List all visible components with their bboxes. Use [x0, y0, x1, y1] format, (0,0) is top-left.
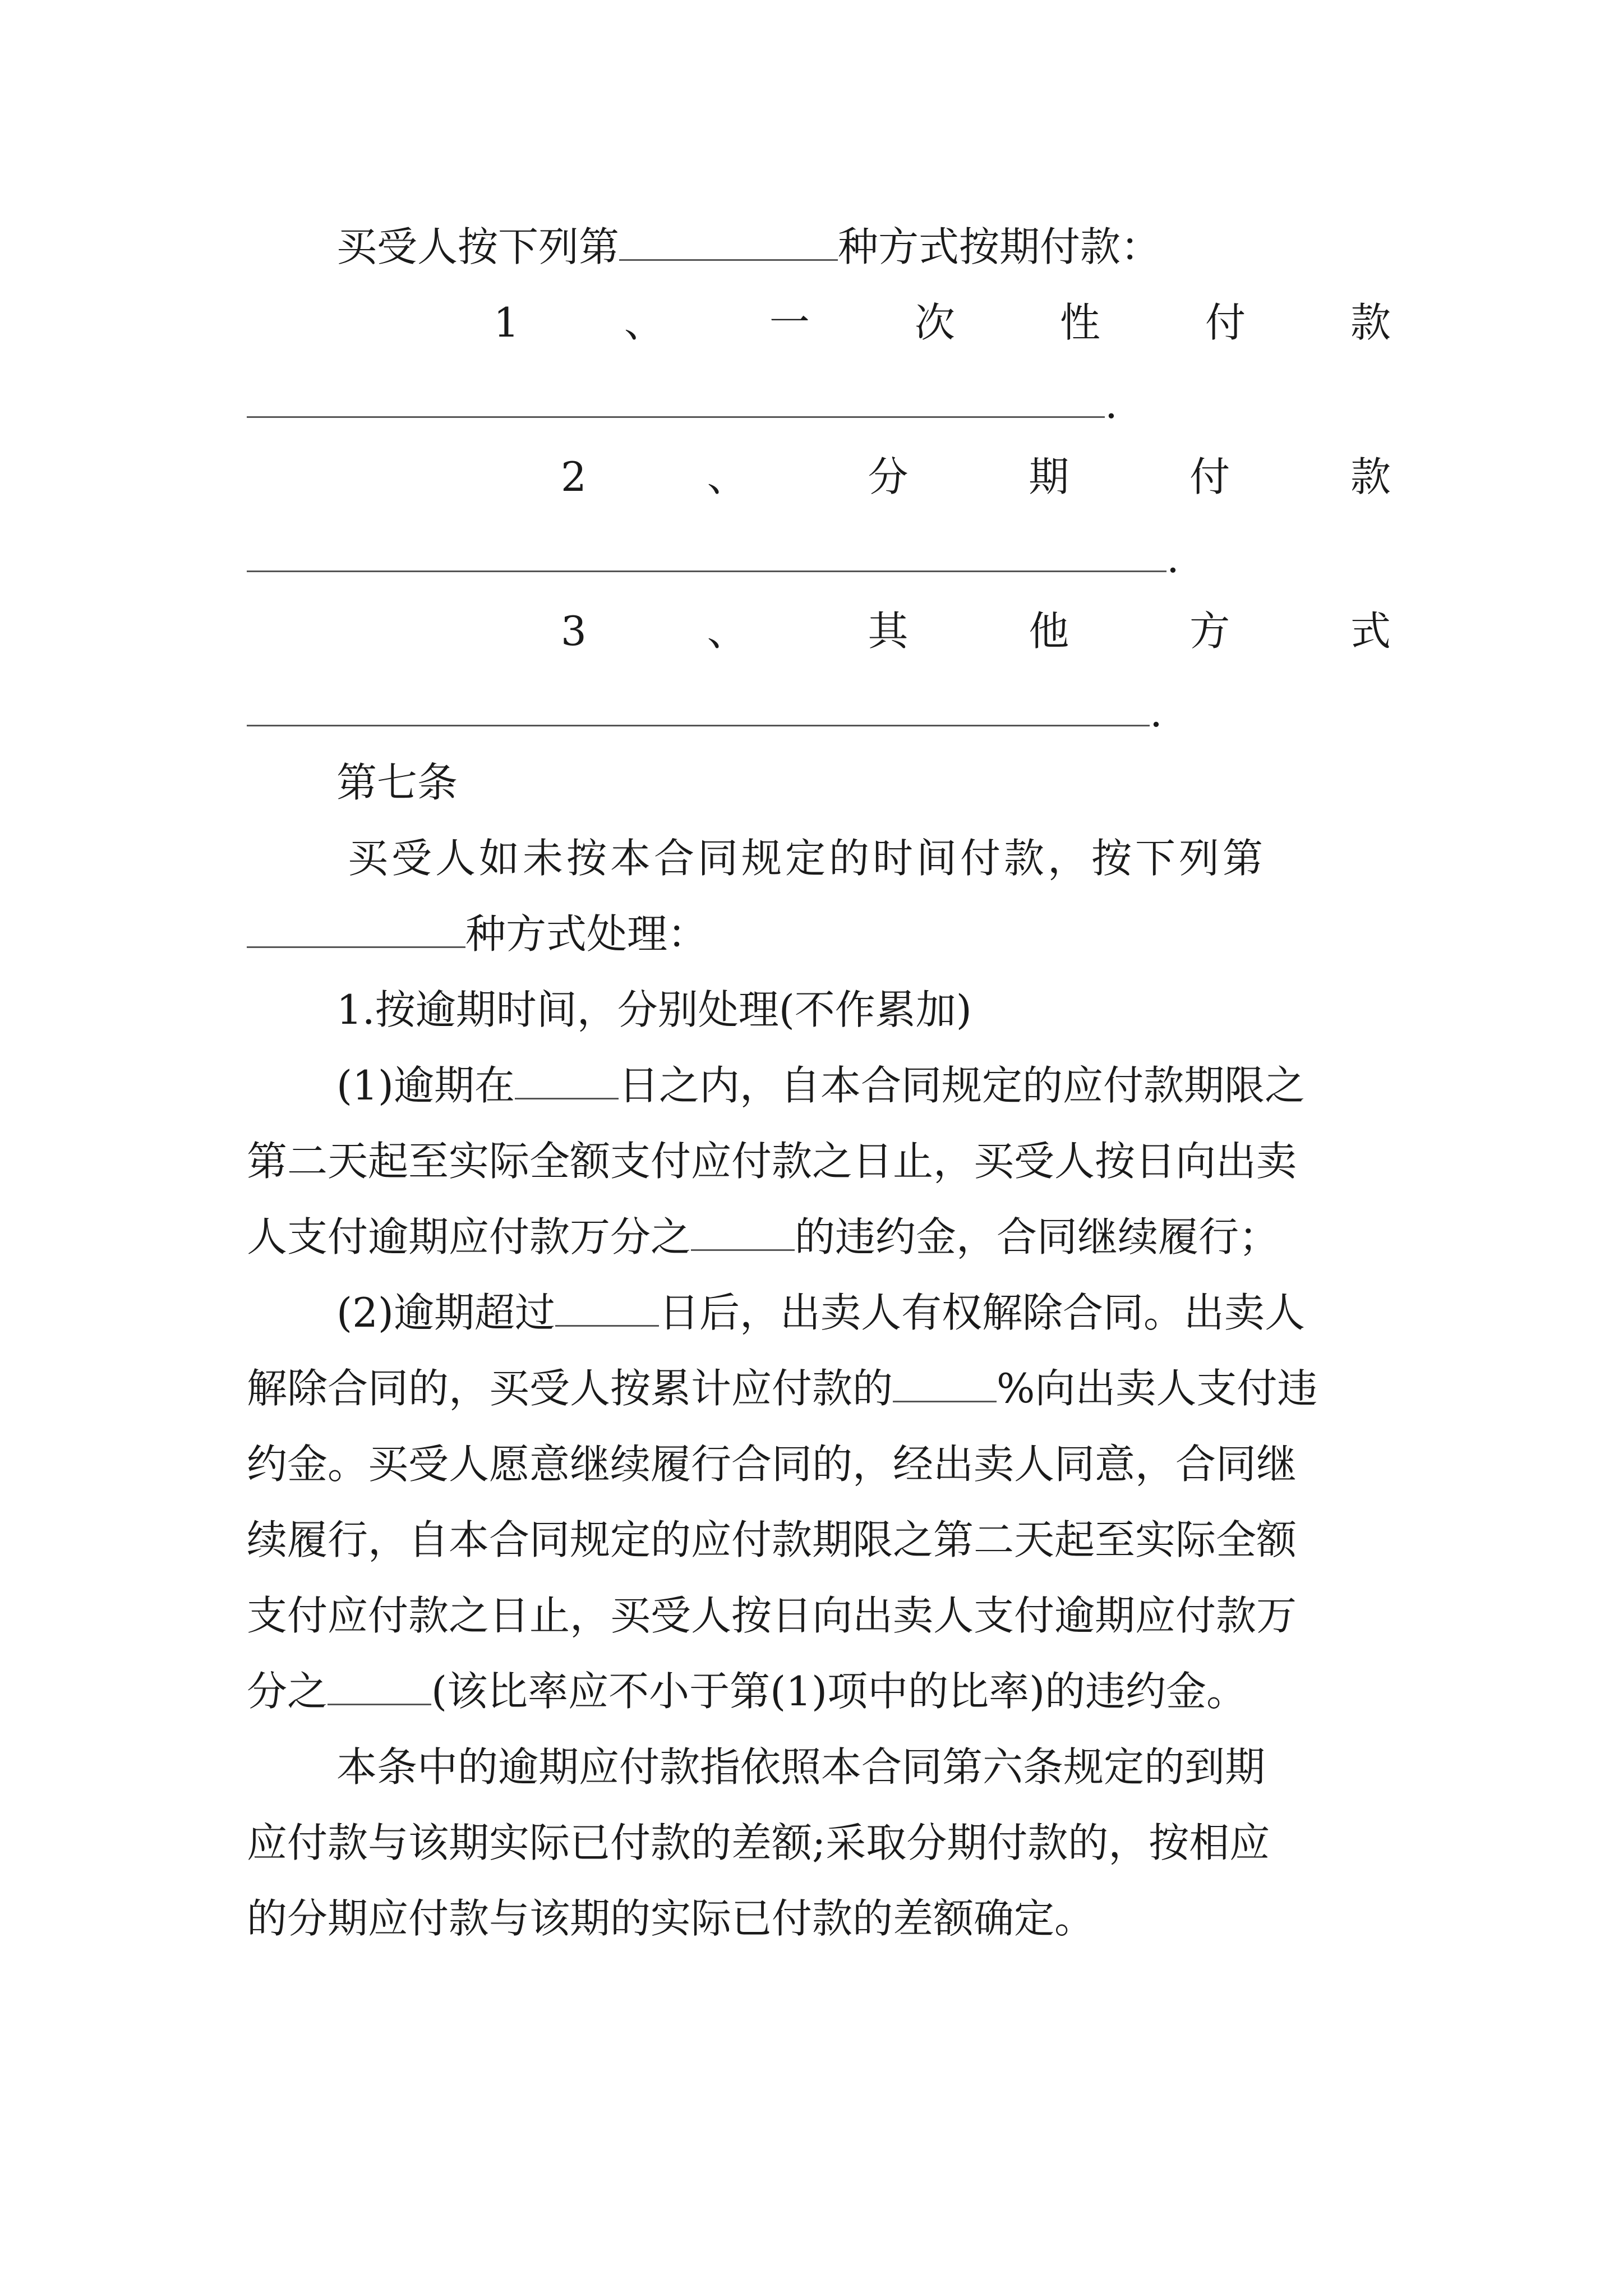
option-2-separator: 、 — [707, 453, 748, 500]
article-heading-text: 第七条 — [336, 759, 458, 806]
text: %向出卖人支付违 — [997, 1365, 1318, 1412]
days-blank — [555, 1286, 659, 1327]
period: . — [1166, 535, 1179, 582]
text: 续履行，自本合同规定的应付款期限之第二天起至实际全额 — [247, 1516, 1297, 1563]
option-1-char: 性 — [1059, 299, 1100, 346]
note-line-1 — [247, 1733, 1391, 1801]
sub-1-line-1 — [247, 1052, 1391, 1119]
sub-1-line-3 — [247, 1203, 1391, 1271]
text: 分之 — [247, 1668, 328, 1715]
option-1-row — [494, 289, 1391, 356]
text: 日之内，自本合同规定的应付款期限之 — [619, 1062, 1306, 1109]
text: 的分期应付款与该期的实际已付款的差额确定。 — [247, 1895, 1095, 1942]
option-1-char: 次 — [914, 299, 955, 346]
intro-suffix: 种方式按期付款： — [838, 223, 1161, 270]
sub-2-line-5 — [247, 1582, 1391, 1649]
text: (该比率应不小于第(1)项中的比率)的违约金。 — [431, 1668, 1247, 1715]
option-3-char: 他 — [1029, 608, 1069, 655]
period: . — [1105, 380, 1118, 427]
payment-method-intro — [247, 213, 1391, 280]
option-3-char: 式 — [1350, 608, 1391, 655]
method-number-blank — [619, 220, 838, 261]
days-blank — [515, 1059, 619, 1099]
rate-blank — [691, 1210, 795, 1251]
text: 应付款与该期实际已付款的差额;采取分期付款的，按相应 — [247, 1819, 1270, 1866]
option-3-separator: 、 — [707, 608, 748, 655]
text: 本条中的逾期应付款指依照本合同第六条规定的到期 — [336, 1743, 1266, 1791]
option-1-char: 付 — [1205, 299, 1246, 346]
intro-prefix: 买受人按下列第 — [336, 223, 620, 270]
option-2-blank-line — [247, 524, 1179, 592]
text: (1)逾期在 — [336, 1062, 515, 1109]
text: 的违约金，合同继续履行； — [795, 1213, 1280, 1260]
percent-blank — [893, 1361, 997, 1402]
sub-2-line-1 — [247, 1279, 1391, 1346]
intro-text: 买受人如未按本合同规定的时间付款，按下列第 — [348, 835, 1267, 882]
period: . — [1150, 689, 1163, 736]
option-3-number: 3 — [561, 608, 587, 655]
option-2-char: 期 — [1029, 453, 1069, 500]
text: (2)逾期超过 — [336, 1289, 555, 1336]
option-2-row — [561, 443, 1391, 510]
text: 第二天起至实际全额支付应付款之日止，买受人按日向出卖 — [247, 1138, 1297, 1185]
handling-method-blank — [247, 907, 465, 948]
option-2-char: 分 — [868, 453, 909, 500]
option-3-row — [561, 597, 1391, 665]
text: 解除合同的，买受人按累计应付款的 — [247, 1365, 893, 1412]
option-1-separator: 、 — [624, 299, 665, 346]
sub-2-line-4 — [247, 1506, 1391, 1573]
text: 约金。买受人愿意继续履行合同的，经出卖人同意，合同继 — [247, 1441, 1297, 1488]
option-3-char: 其 — [868, 608, 909, 655]
text: 人支付逾期应付款万分之 — [247, 1213, 691, 1260]
article-7-heading — [247, 749, 1391, 816]
option-3-char: 方 — [1189, 608, 1230, 655]
option-1-char: 一 — [769, 299, 810, 346]
article-7-intro-line-2 — [247, 900, 1391, 968]
sub-2-line-6 — [247, 1658, 1391, 1725]
note-line-3 — [247, 1885, 1391, 1952]
option-1-blank-line — [247, 370, 1118, 438]
sub-2-line-2 — [247, 1355, 1391, 1422]
text: 支付应付款之日止，买受人按日向出卖人支付逾期应付款万 — [247, 1592, 1297, 1639]
article-7-intro-line-1 — [247, 825, 1391, 892]
option-3-blank-line — [247, 679, 1163, 746]
option-1-char: 款 — [1350, 299, 1391, 346]
sub-2-line-3 — [247, 1430, 1391, 1498]
note-line-2 — [247, 1809, 1391, 1876]
text: 日后，出卖人有权解除合同。出卖人 — [659, 1289, 1306, 1336]
option-1-number: 1 — [494, 299, 519, 346]
item-1 — [247, 976, 1391, 1043]
option-2-char: 款 — [1350, 453, 1391, 500]
option-1-blank — [247, 383, 1105, 418]
option-2-number: 2 — [561, 453, 587, 500]
option-2-blank — [247, 537, 1166, 572]
option-2-char: 付 — [1189, 453, 1230, 500]
item-1-text: 1.按逾期时间，分别处理(不作累加) — [336, 986, 972, 1033]
sub-1-line-2 — [247, 1128, 1391, 1195]
rate-blank — [328, 1664, 431, 1705]
intro-text: 种方式处理： — [465, 910, 708, 958]
option-3-blank — [247, 691, 1150, 726]
